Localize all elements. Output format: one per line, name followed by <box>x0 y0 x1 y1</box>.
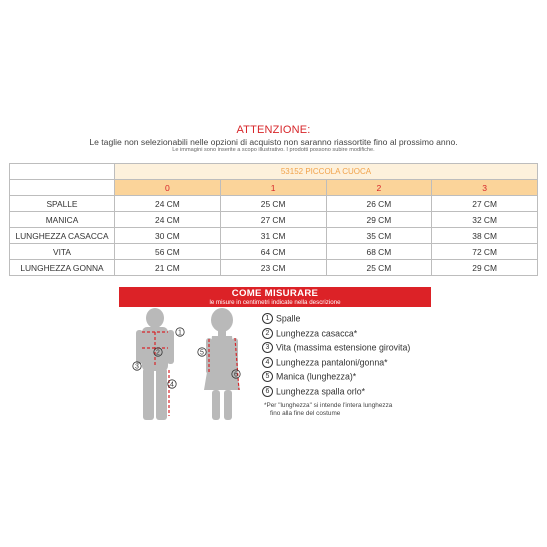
footnote-line: fino alla fine del costume <box>270 410 341 418</box>
legend-item <box>262 355 410 370</box>
legend-item <box>262 326 410 341</box>
table-cell: 23 CM <box>220 260 326 276</box>
legend-item <box>262 311 410 326</box>
legend-text: Lunghezza pantaloni/gonna* <box>276 356 388 367</box>
table-row <box>10 196 538 212</box>
length-footnote <box>264 402 392 419</box>
legend-item <box>262 340 410 355</box>
table-cell: 25 CM <box>220 196 326 212</box>
table-cell: 72 CM <box>432 244 538 260</box>
how-to-measure-banner <box>119 287 431 307</box>
legend-text: Spalle <box>276 313 301 324</box>
legend-number: 5 <box>262 371 273 382</box>
table-row <box>10 212 538 228</box>
figure-label: 1 <box>178 329 182 337</box>
disclaimer-text: Le immagini sono inserite a scopo illustrativo. I prodotti possono subire modifiche. <box>172 147 375 153</box>
legend-text: Lunghezza casacca* <box>276 327 358 338</box>
how-to-measure-subtitle: le misure in centimetri indicate nella descrizione <box>209 299 341 306</box>
figure-label: 3 <box>135 363 139 371</box>
legend-number: 2 <box>262 328 273 339</box>
footnote-line: *Per "lunghezza" si intende l'intera lunghezza <box>264 402 393 409</box>
size-header: 0 <box>115 180 221 196</box>
size-header: 3 <box>432 180 538 196</box>
measurement-legend <box>262 311 410 398</box>
size-table <box>9 163 538 276</box>
blank-cell <box>10 164 115 180</box>
blank-cell <box>10 180 115 196</box>
size-header: 1 <box>220 180 326 196</box>
figure-label: 5 <box>200 349 204 357</box>
figure-label: 6 <box>234 371 238 379</box>
legend-item <box>262 384 410 399</box>
table-cell: 38 CM <box>432 228 538 244</box>
table-cell: 27 CM <box>220 212 326 228</box>
legend-text: Lunghezza spalla orlo* <box>276 385 366 396</box>
table-row <box>10 260 538 276</box>
product-row <box>10 164 538 180</box>
table-cell: 56 CM <box>115 244 221 260</box>
figure-label: 2 <box>156 349 160 357</box>
row-label: SPALLE <box>10 196 115 212</box>
attention-text: Le taglie non selezionabili nelle opzioni di acquisto non saranno riassortite fino al prossimo anno. <box>89 137 458 147</box>
table-cell: 29 CM <box>432 260 538 276</box>
figure-label: 4 <box>170 381 174 389</box>
table-cell: 68 CM <box>326 244 432 260</box>
table-row <box>10 228 538 244</box>
boy-figure-illustration <box>128 308 190 428</box>
table-cell: 24 CM <box>115 196 221 212</box>
table-cell: 35 CM <box>326 228 432 244</box>
table-cell: 24 CM <box>115 212 221 228</box>
table-row <box>10 244 538 260</box>
table-cell: 30 CM <box>115 228 221 244</box>
legend-number: 3 <box>262 342 273 353</box>
legend-text: Vita (massima estensione girovita) <box>276 342 411 353</box>
table-cell: 31 CM <box>220 228 326 244</box>
product-name: 53152 PICCOLA CUOCA <box>115 164 538 180</box>
legend-number: 1 <box>262 313 273 324</box>
table-cell: 25 CM <box>326 260 432 276</box>
legend-number: 4 <box>262 357 273 368</box>
table-cell: 64 CM <box>220 244 326 260</box>
attention-title: ATTENZIONE: <box>236 124 311 136</box>
girl-figure-illustration <box>196 308 258 428</box>
row-label: MANICA <box>10 212 115 228</box>
row-label: LUNGHEZZA GONNA <box>10 260 115 276</box>
how-to-measure-title: COME MISURARE <box>231 288 319 299</box>
size-header: 2 <box>326 180 432 196</box>
legend-text: Manica (lunghezza)* <box>276 371 357 382</box>
table-cell: 29 CM <box>326 212 432 228</box>
legend-number: 6 <box>262 386 273 397</box>
legend-item <box>262 369 410 384</box>
table-cell: 27 CM <box>432 196 538 212</box>
row-label: VITA <box>10 244 115 260</box>
size-header-row <box>10 180 538 196</box>
row-label: LUNGHEZZA CASACCA <box>10 228 115 244</box>
table-cell: 32 CM <box>432 212 538 228</box>
table-cell: 21 CM <box>115 260 221 276</box>
table-cell: 26 CM <box>326 196 432 212</box>
